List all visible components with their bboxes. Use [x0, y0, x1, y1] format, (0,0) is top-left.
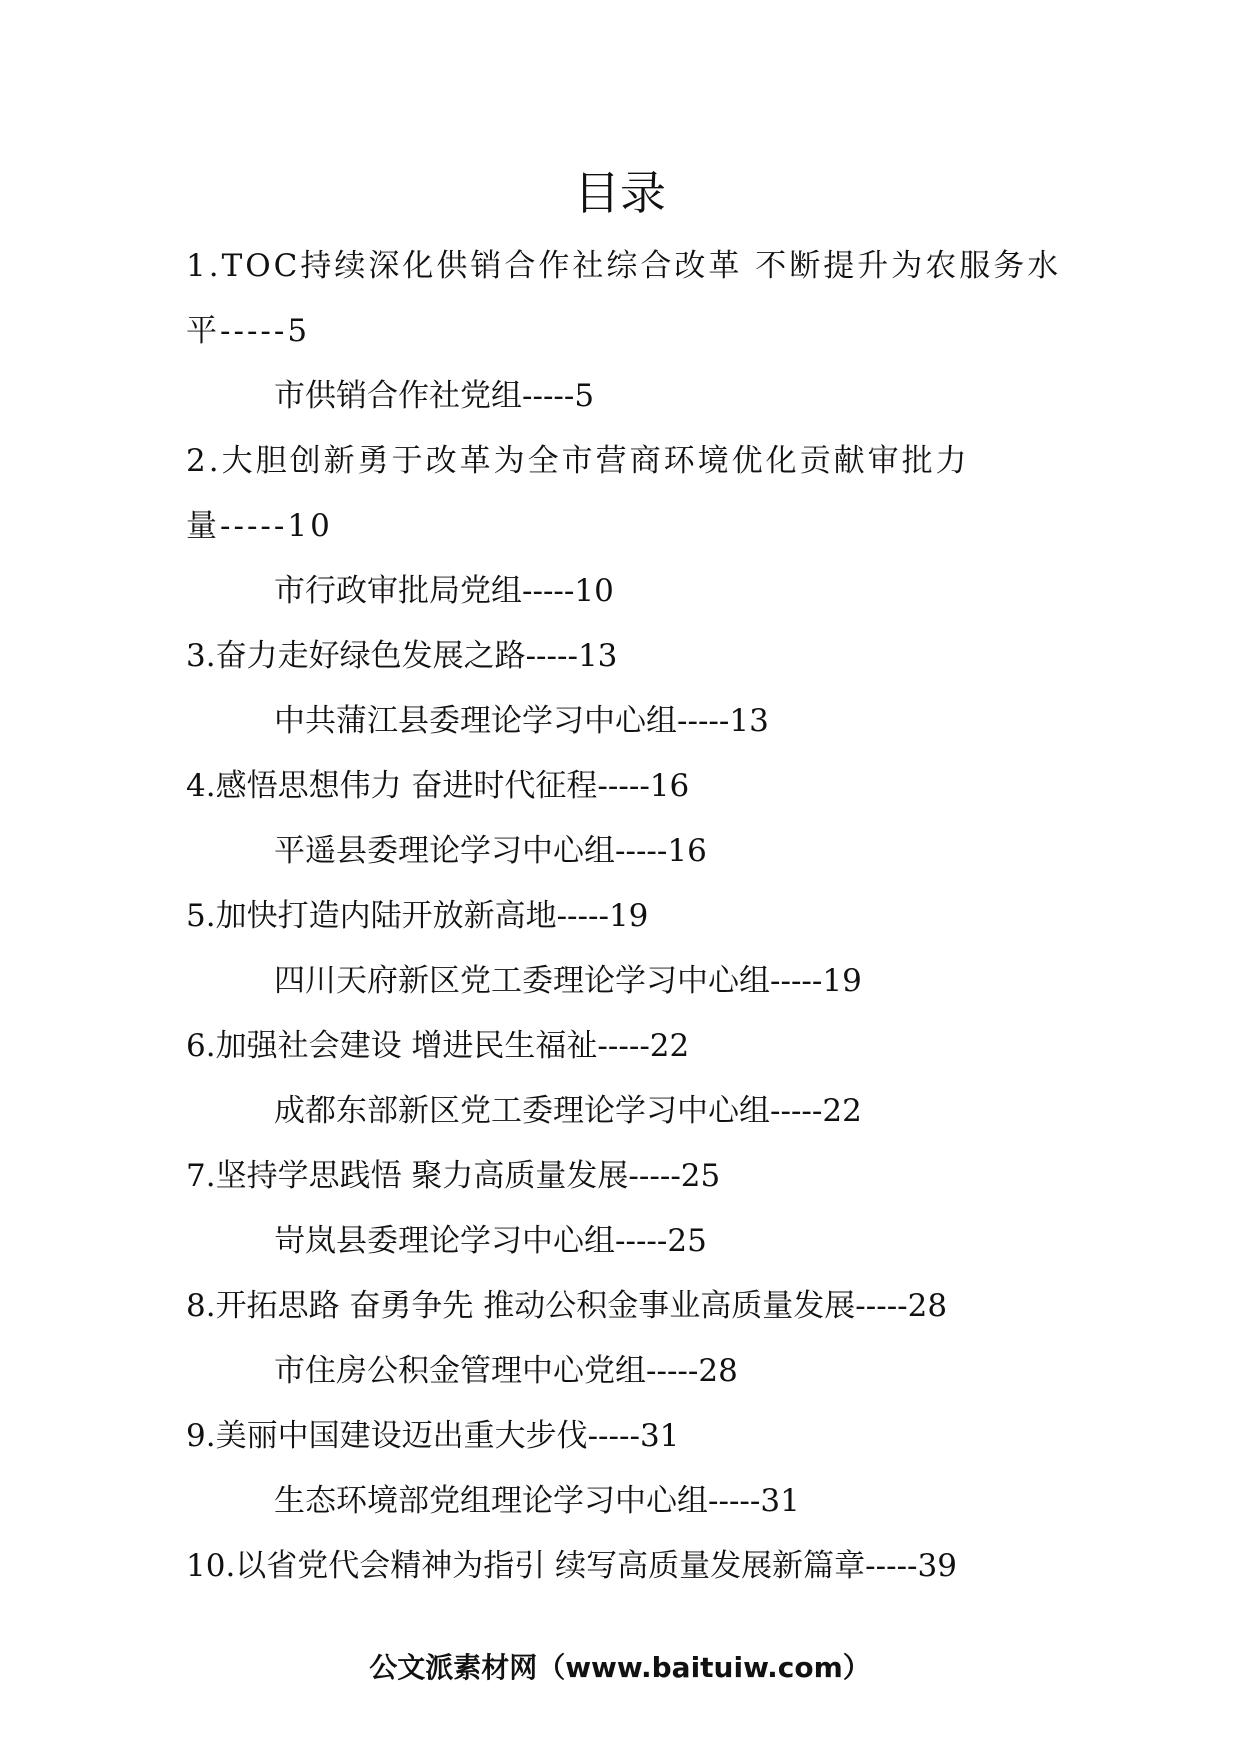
- footer-watermark: 公文派素材网（www.baituiw.com）: [369, 1651, 871, 1684]
- toc-entry-5-title[interactable]: 5.加快打造内陆开放新高地-----19: [186, 898, 649, 934]
- page-title: 目录: [574, 166, 666, 220]
- toc-entry-4-title[interactable]: 4.感悟思想伟力 奋进时代征程-----16: [186, 768, 690, 804]
- toc-entry-7-title[interactable]: 7.坚持学思践悟 聚力高质量发展-----25: [186, 1158, 721, 1194]
- toc-entry-5-author: 四川天府新区党工委理论学习中心组-----19: [274, 963, 862, 999]
- toc-entry-10-title[interactable]: 10.以省党代会精神为指引 续写高质量发展新篇章-----39: [186, 1548, 957, 1584]
- toc-entry-1-title-line2: 平-----5: [186, 313, 311, 349]
- toc-entry-3-title[interactable]: 3.奋力走好绿色发展之路-----13: [186, 638, 618, 674]
- toc-entry-9-author: 生态环境部党组理论学习中心组-----31: [274, 1483, 800, 1519]
- toc-entry-6-title[interactable]: 6.加强社会建设 增进民生福祉-----22: [186, 1028, 690, 1064]
- toc-entry-2-title[interactable]: [186, 429, 1066, 559]
- toc-entry-2-title-line1: 2.大胆创新勇于改革为全市营商环境优化贡献审批力: [186, 443, 970, 479]
- toc-entry-1-title-line1: 1.TOC持续深化供销合作社综合改革 不断提升为农服务水: [186, 248, 1062, 284]
- toc-entry-8-title[interactable]: 8.开拓思路 奋勇争先 推动公积金事业高质量发展-----28: [186, 1288, 948, 1324]
- toc-entry-4-author: 平遥县委理论学习中心组-----16: [274, 833, 707, 869]
- toc-entry-2-author: 市行政审批局党组-----10: [274, 573, 614, 609]
- table-of-contents: [186, 234, 1066, 1599]
- toc-entry-2-title-line2: 量-----10: [186, 508, 333, 544]
- toc-entry-3-author: 中共蒲江县委理论学习中心组-----13: [274, 703, 769, 739]
- toc-entry-1-author: 市供销合作社党组-----5: [274, 378, 595, 414]
- toc-entry-9-title[interactable]: 9.美丽中国建设迈出重大步伐-----31: [186, 1418, 680, 1454]
- toc-entry-7-author: 岢岚县委理论学习中心组-----25: [274, 1223, 707, 1259]
- toc-entry-8-author: 市住房公积金管理中心党组-----28: [274, 1353, 738, 1389]
- toc-entry-1-title[interactable]: [186, 234, 1066, 364]
- toc-entry-6-author: 成都东部新区党工委理论学习中心组-----22: [274, 1093, 862, 1129]
